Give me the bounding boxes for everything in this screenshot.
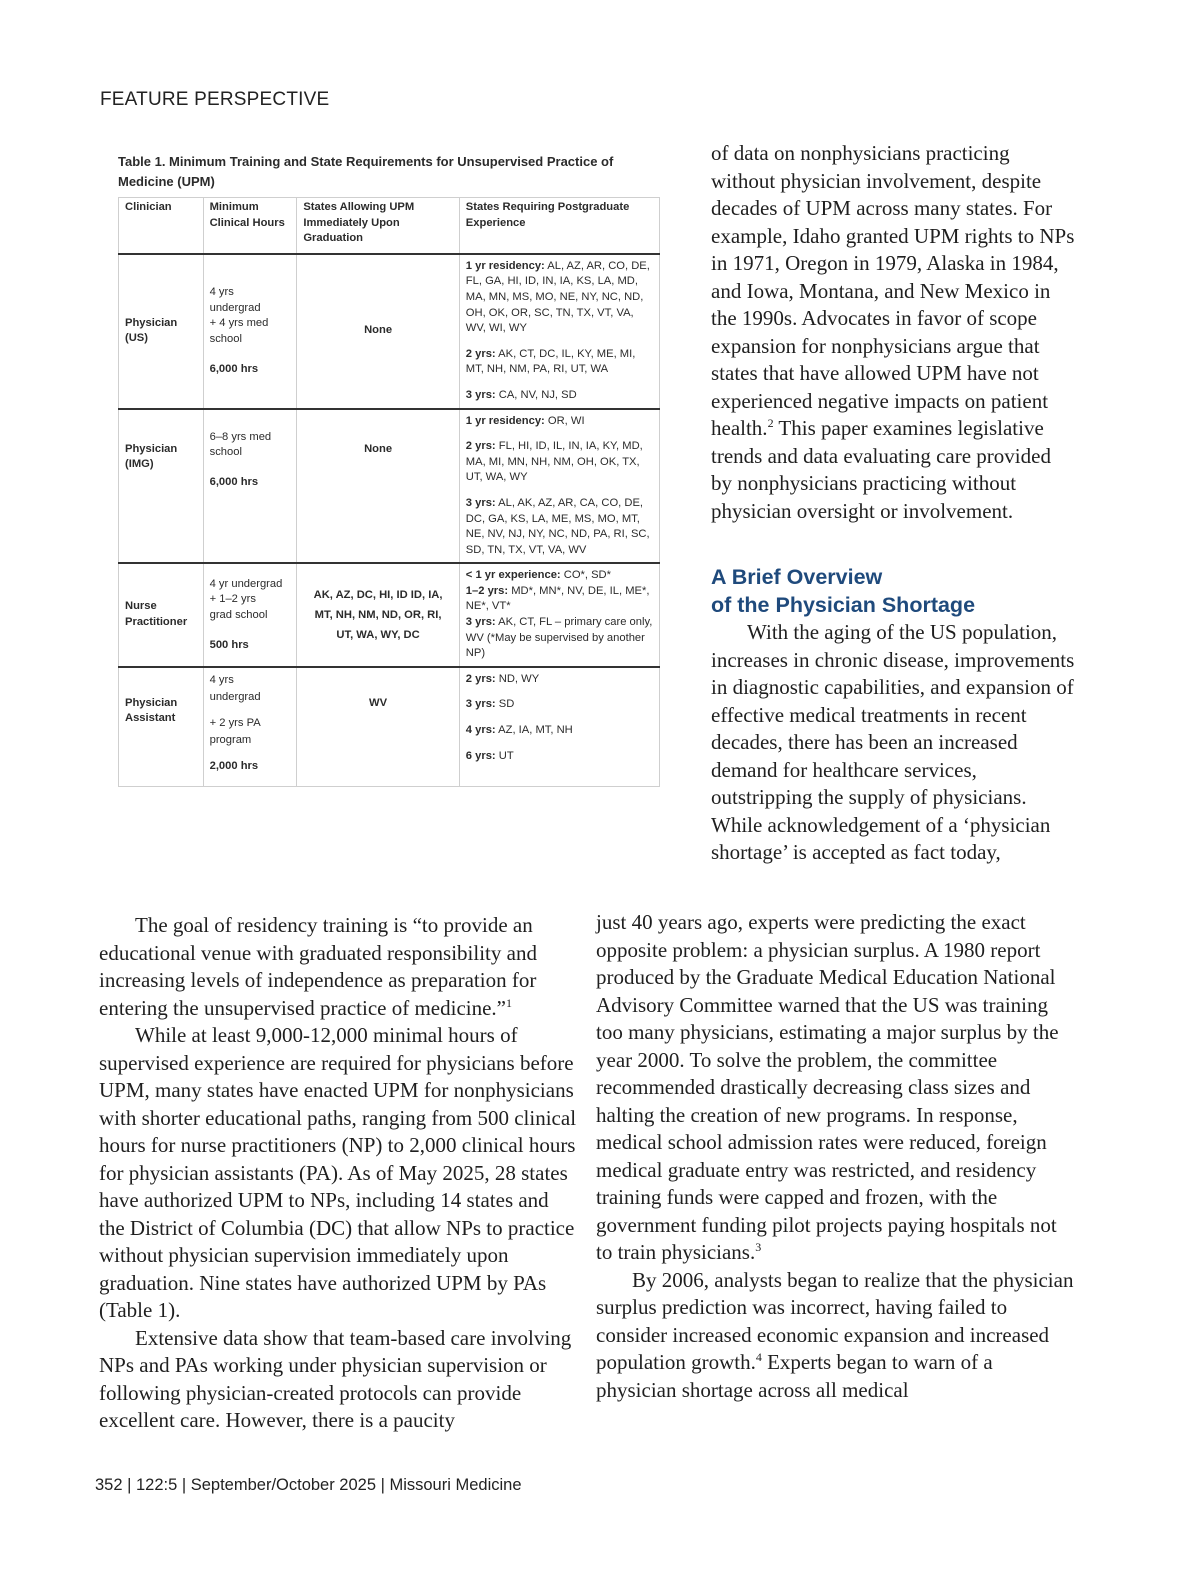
req-item: < 1 yr experience: CO*, SD* [465, 569, 611, 582]
req-item: 4 yrs: AZ, IA, MT, NH [465, 724, 573, 737]
body-paragraph: With the aging of the US population, increases in chronic disease, improvements in diagnostic capabilities, and expansion of effective medical treatments in recent decades, there has been an increased demand for healthcare services, outstripping the supply of physicians. While acknowledgement of a ‘physician shortage’ is accepted as fact today, [711, 620, 1075, 864]
table-row [119, 409, 660, 564]
cell-hours [203, 563, 297, 667]
right-column-top [711, 140, 1076, 867]
right-column-bottom [596, 909, 1076, 1404]
req-item: 3 yrs: CA, NV, NJ, SD [465, 388, 577, 401]
req-item: 2 yrs: FL, HI, ID, IL, IN, IA, KY, MD, MA, MI, MN, NH, NM, OH, OK, TX, UT, WA, WY [465, 440, 643, 484]
hours-line: undergrad [209, 301, 261, 314]
req-item: 3 yrs: AK, CT, FL – primary care only, WV (*May be supervised by another NP) [465, 616, 653, 660]
cell-required [459, 667, 659, 787]
page-footer: 352 | 122:5 | September/October 2025 | Missouri Medicine [95, 1476, 522, 1494]
hours-line: + 1–2 yrs [209, 593, 256, 606]
hours-line: undergrad [209, 691, 261, 704]
table-row [119, 563, 660, 667]
body-paragraph: The goal of residency training is “to provide an educational venue with graduated responsibility and increasing levels of independence as preparation for entering the unsupervised practice of medicine.”$^1$ [99, 913, 537, 1020]
section-heading: A Brief Overview of the Physician Shortage [711, 565, 976, 617]
col-header-required: States Requiring Postgraduate Experience [459, 198, 659, 254]
hours-total: 2,000 hrs [209, 759, 259, 772]
req-item: 6 yrs: UT [465, 749, 514, 762]
cell-hours [203, 409, 297, 564]
body-paragraph: Extensive data show that team-based care involving NPs and PAs working under physician supervision or following physician-created protocols can provide excellent care. However, there is a paucity [99, 1325, 572, 1432]
req-item: 3 yrs: SD [465, 698, 515, 711]
cell-clinician: Nurse Practitioner [119, 563, 204, 667]
hours-line: + 4 yrs med [209, 317, 269, 330]
body-paragraph: of data on nonphysicians practicing without physician involvement, despite decades of UPM across many states. For example, Idaho granted UPM rights to NPs in 1971, Oregon in 1979, Alaska in 1984, and Iowa, Montana, and New Mexico in the 1990s. Advocates in favor of scope expansion for nonphysicians argue that states that have allowed UPM have not experienced negative impacts on patient health.$^2$ This paper examines legislative trends and data evaluating care provided by nonphysicians practicing without physician oversight or involvement. [711, 141, 1075, 523]
hours-total: 500 hrs [209, 638, 249, 651]
hours-line: program [209, 734, 252, 747]
left-column [99, 912, 577, 1435]
hours-total: 6,000 hrs [209, 475, 259, 488]
hours-line: grad school [209, 609, 268, 622]
cell-allow: WV [297, 667, 459, 787]
hours-line: school [209, 446, 242, 459]
table-caption: Table 1. Minimum Training and State Requirements for Unsupervised Practice of Medicine (UPM) [118, 154, 614, 189]
cell-allow: None [297, 254, 459, 409]
hours-line: 4 yr undergrad [209, 577, 283, 590]
section-label: FEATURE PERSPECTIVE [100, 89, 330, 110]
hours-total: 6,000 hrs [209, 362, 259, 375]
hours-line: 4 yrs [209, 286, 234, 299]
req-item: 3 yrs: AL, AK, AZ, AR, CA, CO, DE, DC, GA, KS, LA, ME, MS, MO, MT, NE, NV, NJ, NY, NC, ND, PA, RI, SC, SD, TN, TX, VT, VA, WV [465, 496, 650, 556]
cell-allow: AK, AZ, DC, HI, ID ID, IA, MT, NH, NM, ND, OR, RI, UT, WA, WY, DC [297, 563, 459, 667]
cell-required [459, 563, 659, 667]
hours-line: + 2 yrs PA [209, 716, 261, 729]
hours-line: 4 yrs [209, 673, 234, 686]
cell-hours [203, 254, 297, 409]
hours-line: 6–8 yrs med [209, 430, 272, 443]
col-header-clinician: Clinician [119, 198, 204, 254]
col-header-allow: States Allowing UPM Immediately Upon Graduation [297, 198, 459, 254]
cell-clinician: Physician Assistant [119, 667, 204, 787]
table-row [119, 254, 660, 409]
cell-required [459, 409, 659, 564]
cell-clinician: Physician (US) [119, 254, 204, 409]
table-row [119, 667, 660, 787]
body-paragraph: While at least 9,000-12,000 minimal hours of supervised experience are required for physicians before UPM, many states have enacted UPM for nonphysicians with shorter educational paths, ranging from 500 clinical hours for nurse practitioners (NP) to 2,000 clinical hours for physician assistants (PA). As of May 2025, 28 states have authorized UPM to NPs, including 14 states and the District of Columbia (DC) that allow NPs to practice without physician supervision immediately upon graduation. Nine states have authorized UPM by PAs (Table 1). [99, 1023, 577, 1322]
col-header-hours: Minimum Clinical Hours [203, 198, 297, 254]
req-item: 2 yrs: AK, CT, DC, IL, KY, ME, MI, MT, NH, NM, PA, RI, UT, WA [465, 347, 636, 376]
req-item: 1 yr residency: AL, AZ, AR, CO, DE, FL, GA, HI, ID, IN, IA, KS, LA, MD, MA, MN, MS, MO, NE, NY, NC, ND, OH, OK, OR, SC, TN, TX, VT, VA, WV, WI, WY [465, 259, 650, 335]
requirements-table [118, 197, 660, 787]
cell-allow: None [297, 409, 459, 564]
req-item: 2 yrs: ND, WY [465, 672, 540, 685]
body-paragraph: By 2006, analysts began to realize that the physician surplus prediction was incorrect, having failed to consider increased economic expansion and increased population growth.$^4$ Experts began to warn of a physician shortage across all medical [596, 1267, 1074, 1402]
body-paragraph: just 40 years ago, experts were predicting the exact opposite problem: a physician surplus. A 1980 report produced by the Graduate Medical Education National Advisory Committee warned that the US was training too many physicians, estimating a major surplus by the year 2000. To solve the problem, the committee recommended drastically decreasing class sizes and halting the creation of new programs. In response, medical school admission rates were reduced, foreign medical graduate entry was restricted, and residency training funds were capped and frozen, with the government funding pilot projects paying hospitals not to train physicians.$^3$ [596, 910, 1059, 1264]
req-item: 1 yr residency: OR, WI [465, 414, 585, 427]
table-header-row [119, 198, 660, 254]
cell-clinician: Physician (IMG) [119, 409, 204, 564]
table-1 [118, 152, 662, 858]
req-item: 1–2 yrs: MD*, MN*, NV, DE, IL, ME*, NE*, VT* [465, 584, 650, 613]
cell-hours [203, 667, 297, 787]
cell-required [459, 254, 659, 409]
hours-line: school [209, 332, 242, 345]
